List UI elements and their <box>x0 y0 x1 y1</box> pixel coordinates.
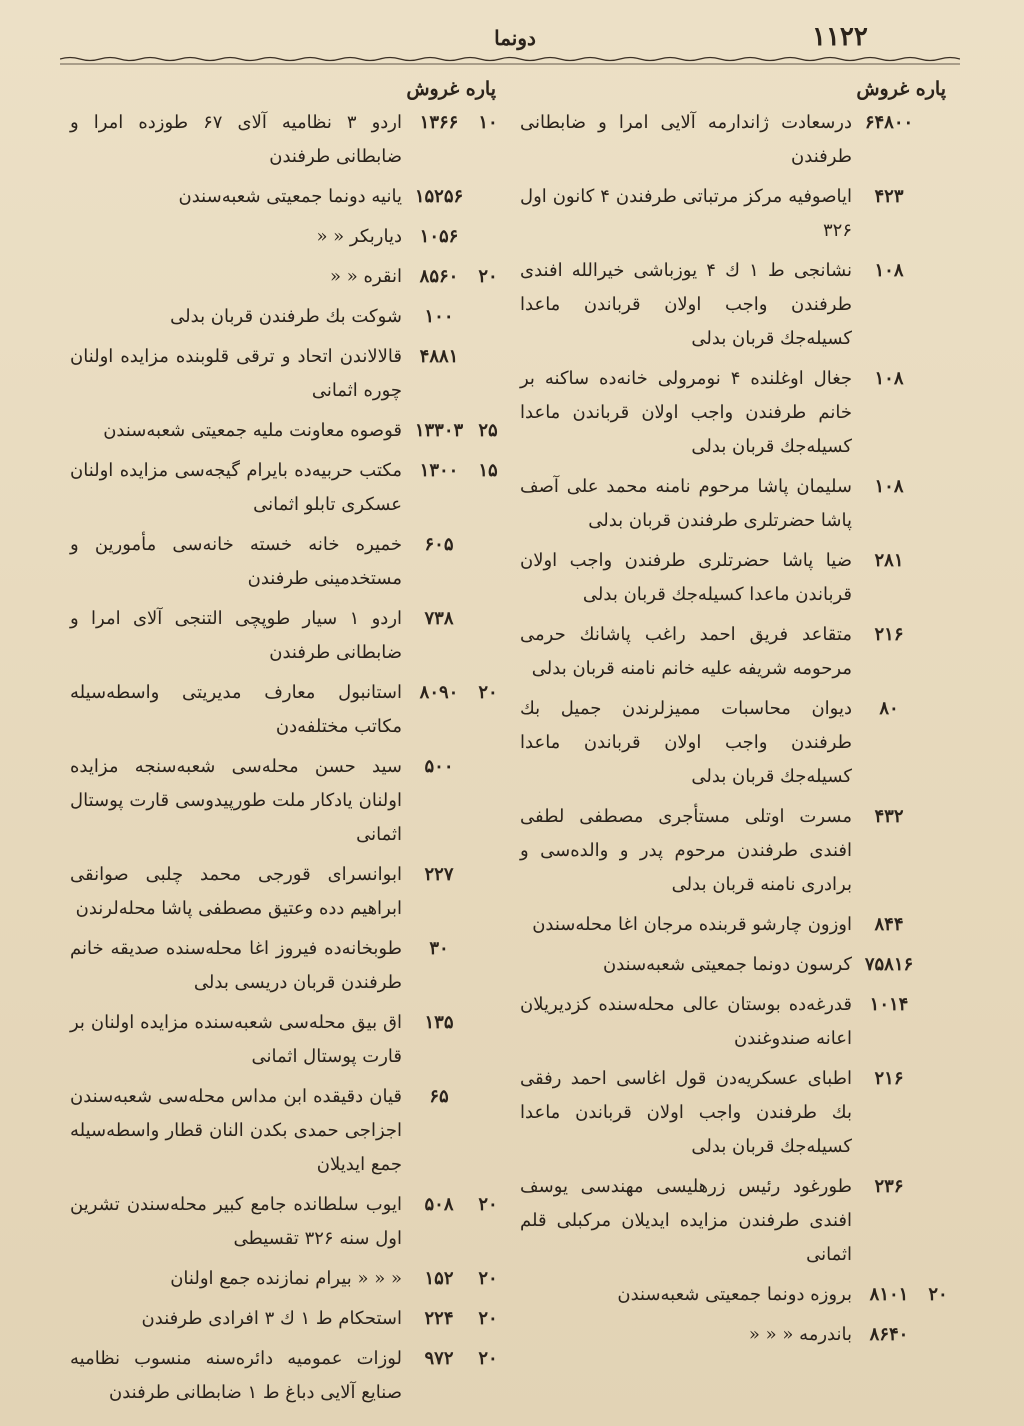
amount <box>408 932 500 966</box>
gurush-amount: ۱۵۲ <box>424 1268 454 1289</box>
para-amount: ۲۰ <box>478 1308 498 1329</box>
gurush-amount: ۱۰۸ <box>874 260 904 281</box>
entry-description: ضیا پاشا حضرتلری طرفندن واجب اولان قرباندن ماعدا کسیله‌جك قربان بدلی <box>520 550 852 605</box>
entry-description: نشانجی ط ۱ ك ۴ یوزباشی خیرالله افندی طرفندن واجب اولان قرباندن ماعدا کسیله‌جك قربان بدلی <box>520 260 853 349</box>
ledger-entry <box>520 106 950 174</box>
entries-list <box>520 106 950 1352</box>
amount <box>408 858 500 892</box>
entry-description: « « « بیرام نمازنده جمع اولنان <box>170 1268 402 1289</box>
para-amount <box>926 800 950 834</box>
para-amount: ۲۰ <box>478 266 498 287</box>
amount <box>408 220 500 254</box>
ledger-entry <box>520 618 950 686</box>
ledger-entry <box>70 858 500 926</box>
ledger-entry <box>520 362 950 464</box>
para-amount <box>476 750 500 784</box>
gurush-amount: ۷۵۸۱۶ <box>864 954 914 975</box>
para-amount <box>926 1318 950 1352</box>
ledger-entry <box>70 1302 500 1336</box>
ledger-entry <box>70 300 500 334</box>
amount <box>408 260 500 294</box>
amount <box>408 180 500 214</box>
entry-description: طوبخانه‌ده فیروز اغا محله‌سنده صدیقه خانم طرفندن قربان دریسی بدلی <box>70 938 402 993</box>
amount <box>858 908 950 942</box>
amount <box>408 454 500 488</box>
ledger-entry <box>70 180 500 214</box>
entry-description: قالالاندن اتحاد و ترقی قلوبنده مزایده اولنان چوره اثمانی <box>70 346 402 401</box>
entry-description: طورغود رئیس زرهلیسی مهندسی یوسف افندی طرفندن مزایده ایدیلان مرکبلی قلم اثمانی <box>520 1176 852 1265</box>
right-column <box>520 78 950 1358</box>
gurush-amount: ۲۱۶ <box>874 624 904 645</box>
ledger-entry <box>70 1188 500 1256</box>
gurush-amount: ۸۰ <box>879 698 899 719</box>
entry-description: قوصوه معاونت ملیه جمعیتی شعبه‌سندن <box>103 420 402 441</box>
amount <box>858 618 950 652</box>
entry-description: باندرمه « « « <box>748 1324 852 1345</box>
para-amount: ۲۰ <box>478 1194 498 1215</box>
entry-description: یانیه دونما جمعیتی شعبه‌سندن <box>178 186 402 207</box>
amount <box>858 800 950 834</box>
para-amount: ۲۰ <box>478 682 498 703</box>
amount <box>408 414 500 448</box>
entry-description: ابوانسرای قورجی محمد چلبی صوانقی ابراهیم دده وعتیق مصطفی پاشا محله‌لرندن <box>70 864 402 919</box>
entry-description: لوزات عمومیه دائره‌سنه منسوب نظامیه صنایع آلایی دباغ ط ۱ ضابطانی طرفندن <box>70 1348 402 1403</box>
ledger-entry <box>70 932 500 1000</box>
gurush-amount: ۱۰۵۶ <box>419 226 459 247</box>
ledger-entry <box>520 948 950 982</box>
gurush-amount: ۸۵۶۰ <box>419 266 459 287</box>
amount <box>858 254 950 288</box>
entry-description: دیاربکر « « <box>316 226 402 247</box>
entry-description: اردو ۳ نظامیه آلای ۶۷ طوزده امرا و ضابطانی طرفندن <box>70 112 402 167</box>
gurush-amount: ۱۰۸ <box>874 476 904 497</box>
gurush-amount: ۶۵ <box>429 1086 449 1107</box>
ledger-entry <box>70 260 500 294</box>
ledger-entry <box>520 692 950 794</box>
ledger-entry <box>520 1318 950 1352</box>
entry-description: ایاصوفیه مرکز مرتباتی طرفندن ۴ کانون اول ۳۲۶ <box>520 186 853 241</box>
amount <box>408 1188 500 1222</box>
entry-description: قدرغه‌ده بوستان عالی محله‌سنده کزدیریلان اعانه صندوغندن <box>520 994 852 1049</box>
gurush-amount: ۱۵۲۵۶ <box>414 186 464 207</box>
entry-description: اطبای عسکریه‌دن قول اغاسی احمد رفقی بك طرفندن واجب اولان قرباندن ماعدا کسیله‌جك قربان بدلی <box>520 1068 852 1157</box>
amount <box>408 1080 500 1114</box>
para-amount <box>926 180 950 214</box>
entry-description: اردو ۱ سیار طوپچی التنجی آلای امرا و ضابطانی طرفندن <box>70 608 403 663</box>
ledger-entry <box>520 1170 950 1272</box>
amount <box>408 528 500 562</box>
ledger-entry <box>520 470 950 538</box>
gurush-heading: غروش <box>406 78 460 100</box>
para-amount <box>476 1080 500 1114</box>
amount <box>408 106 500 140</box>
entry-description: دیوان محاسبات ممیزلرندن جمیل بك طرفندن واجب اولان قرباندن ماعدا کسیله‌جك قربان بدلی <box>520 698 852 787</box>
amount <box>408 1302 500 1336</box>
entry-description: اق بیق محله‌سی شعبه‌سنده مزایده اولنان بر قارت پوستال اثمانی <box>70 1012 402 1067</box>
entry-description: سلیمان پاشا مرحوم نامنه محمد علی آصف پاشا حضرتلری طرفندن قربان بدلی <box>520 476 852 531</box>
gurush-amount: ۴۳۲ <box>874 806 904 827</box>
gurush-amount: ۷۳۸ <box>424 608 454 629</box>
ledger-entry <box>70 602 500 670</box>
entry-description: انقره « « <box>330 266 402 287</box>
amount <box>408 1262 500 1296</box>
para-amount <box>476 858 500 892</box>
para-amount <box>926 1170 950 1204</box>
gurush-amount: ۸۶۴۰ <box>869 1324 909 1345</box>
para-amount <box>476 340 500 374</box>
para-amount: ۲۰ <box>478 1268 498 1289</box>
para-amount <box>926 948 950 982</box>
para-amount <box>476 602 500 636</box>
ledger-entry <box>70 454 500 522</box>
para-amount <box>476 932 500 966</box>
ledger-entry <box>520 800 950 902</box>
amount <box>858 948 950 982</box>
ledger-entry <box>70 1006 500 1074</box>
amount <box>858 1062 950 1096</box>
entry-description: مسرت اوتلی مستأجری مصطفی لطفی افندی طرفندن مرحوم پدر و والده‌سی و برادری نامنه قربان بدلی <box>520 806 852 895</box>
gurush-amount: ۲۱۶ <box>874 1068 904 1089</box>
column-heading <box>520 78 950 100</box>
ledger-entry <box>520 1278 950 1312</box>
gurush-amount: ۸۰۹۰ <box>419 682 459 703</box>
gurush-amount: ۲۲۷ <box>424 864 454 885</box>
gurush-amount: ۵۰۸ <box>424 1194 454 1215</box>
amount <box>408 300 500 334</box>
entry-description: استانبول معارف مدیریتی واسطه‌سیله مکاتب مختلفه‌دن <box>70 682 402 737</box>
gurush-amount: ۶۴۸۰۰ <box>864 112 914 133</box>
ledger-entry <box>520 1062 950 1164</box>
gurush-amount: ۱۳۳۰۳ <box>414 420 464 441</box>
amount <box>858 692 950 726</box>
entry-description: درسعادت ژاندارمه آلایی امرا و ضابطانی طرفندن <box>520 112 852 167</box>
column-heading <box>70 78 500 100</box>
entry-description: بروزه دونما جمعیتی شعبه‌سندن <box>617 1284 852 1305</box>
gurush-heading: غروش <box>856 78 910 100</box>
para-amount: ۱۰ <box>478 112 498 133</box>
entry-description: سید حسن محله‌سی شعبه‌سنجه مزایده اولنان یادکار ملت طورپیدوسی قارت پوستال اثمانی <box>70 756 402 845</box>
para-heading: پاره <box>915 78 946 100</box>
amount <box>858 180 950 214</box>
ledger-entry <box>70 750 500 852</box>
ledger-entry <box>520 908 950 942</box>
para-amount <box>926 1062 950 1096</box>
gurush-amount: ۱۰۱۴ <box>869 994 909 1015</box>
gurush-amount: ۱۰۸ <box>874 368 904 389</box>
para-amount <box>926 618 950 652</box>
amount <box>858 106 950 140</box>
para-amount: ۱۵ <box>478 460 498 481</box>
para-amount <box>926 362 950 396</box>
entry-description: قیان دقیقده ابن مداس محله‌سی شعبه‌سندن اجزاجی حمدی بکدن النان قطار واسطه‌سیله جمع ایدیلان <box>70 1086 402 1175</box>
amount <box>858 1278 950 1312</box>
para-amount <box>926 544 950 578</box>
gurush-amount: ۱۳۵ <box>424 1012 454 1033</box>
amount <box>858 1318 950 1352</box>
gurush-amount: ۱۳۶۶ <box>419 112 459 133</box>
amount <box>408 1342 500 1376</box>
gurush-amount: ۲۸۱ <box>874 550 904 571</box>
ledger-entry <box>70 414 500 448</box>
entries-list <box>70 106 500 1410</box>
amount <box>408 676 500 710</box>
entry-description: جغال اوغلنده ۴ نومرولی خانه‌ده ساکنه بر خانم طرفندن واجب اولان قرباندن ماعدا کسیله‌جك قربان بدلی <box>520 368 852 457</box>
ledger-entry <box>520 180 950 248</box>
gurush-amount: ۱۳۰۰ <box>419 460 459 481</box>
para-amount <box>926 988 950 1022</box>
gurush-amount: ۹۷۲ <box>424 1348 454 1369</box>
ledger-entry <box>70 676 500 744</box>
para-amount <box>476 180 500 214</box>
gurush-amount: ۶۰۵ <box>424 534 454 555</box>
amount <box>408 750 500 784</box>
gurush-amount: ۸۱۰۱ <box>869 1284 909 1305</box>
header-rule <box>60 56 960 66</box>
ledger-entry <box>70 528 500 596</box>
amount <box>858 988 950 1022</box>
amount <box>408 1006 500 1040</box>
para-amount <box>926 106 950 140</box>
para-amount: ۲۰ <box>928 1284 948 1305</box>
gurush-amount: ۴۸۸۱ <box>419 346 459 367</box>
ledger-entry <box>70 106 500 174</box>
para-heading: پاره <box>465 78 496 100</box>
amount <box>408 340 500 374</box>
entry-description: شوکت بك طرفندن قربان بدلی <box>170 306 402 327</box>
amount <box>858 362 950 396</box>
entry-description: استحکام ط ۱ ك ۳ افرادی طرفندن <box>141 1308 402 1329</box>
gurush-amount: ۳۰ <box>429 938 449 959</box>
entry-description: ایوب سلطانده جامع کبیر محله‌سندن تشرین اول سنه ۳۲۶ تقسیطی <box>70 1194 402 1249</box>
para-amount: ۲۰ <box>478 1348 498 1369</box>
amount <box>408 602 500 636</box>
ledger-entry <box>70 1080 500 1182</box>
gurush-amount: ۴۲۳ <box>874 186 904 207</box>
para-amount <box>926 470 950 504</box>
gurush-amount: ۱۰۰ <box>424 306 454 327</box>
gurush-amount: ۸۴۴ <box>874 914 904 935</box>
para-amount <box>476 1006 500 1040</box>
page-number: ۱۱۲۲ <box>812 22 868 52</box>
gurush-amount: ۲۳۶ <box>874 1176 904 1197</box>
para-amount <box>476 220 500 254</box>
running-title: دونما <box>494 26 536 50</box>
entry-description: اوزون چارشو قربنده مرجان اغا محله‌سندن <box>532 914 852 935</box>
left-column <box>70 78 500 1416</box>
ledger-entry <box>70 1342 500 1410</box>
entry-description: خمیره خانه خسته خانه‌سی مأمورین و مستخدمینی طرفندن <box>70 534 402 589</box>
para-amount <box>476 300 500 334</box>
entry-description: کرسون دونما جمعیتی شعبه‌سندن <box>603 954 852 975</box>
para-amount <box>926 908 950 942</box>
ledger-entry <box>70 340 500 408</box>
ledger-entry <box>520 988 950 1056</box>
amount <box>858 1170 950 1204</box>
ledger-entry <box>70 220 500 254</box>
entry-description: متقاعد فریق احمد راغب پاشانك حرمی مرحومه شریفه علیه خانم نامنه قربان بدلی <box>520 624 852 679</box>
para-amount: ۲۵ <box>478 420 498 441</box>
amount <box>858 470 950 504</box>
ledger-entry <box>520 544 950 612</box>
para-amount <box>476 528 500 562</box>
ledger-entry <box>520 254 950 356</box>
para-amount <box>926 692 950 726</box>
para-amount <box>926 254 950 288</box>
gurush-amount: ۵۰۰ <box>424 756 454 777</box>
amount <box>858 544 950 578</box>
ledger-entry <box>70 1262 500 1296</box>
entry-description: مکتب حربیه‌ده بایرام گیجه‌سی مزایده اولنان عسکری تابلو اثمانی <box>70 460 402 515</box>
gurush-amount: ۲۲۴ <box>424 1308 454 1329</box>
